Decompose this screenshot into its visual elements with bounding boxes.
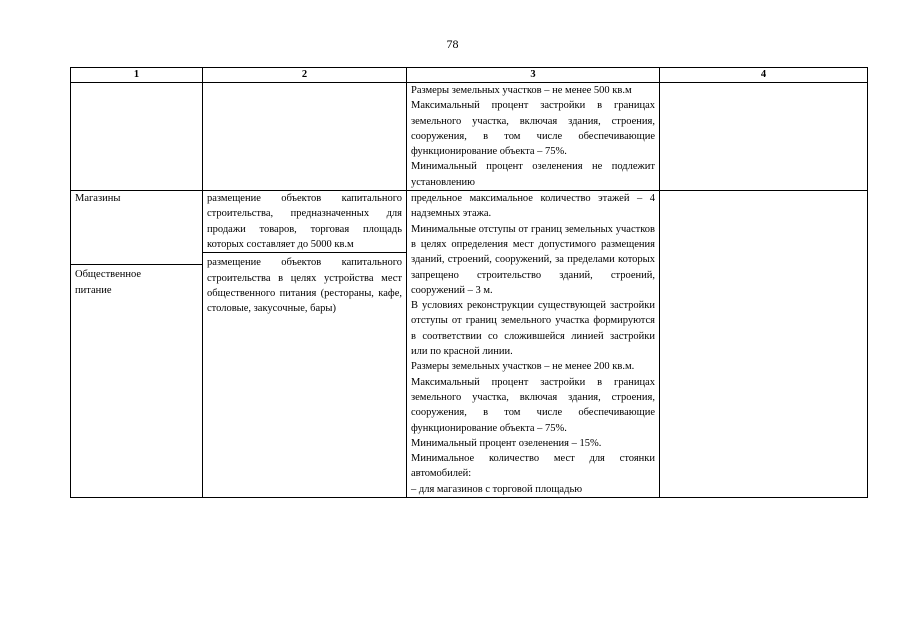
regulations-table (70, 67, 868, 498)
use-description-shops: размещение объектов капитального строительства, предназначенных для продажи товаров, торговая площадь которых составляет до 5000 кв.м (207, 193, 402, 250)
table-row (71, 83, 868, 191)
column-header-2: 2 (203, 68, 407, 83)
table-header-row (71, 68, 868, 83)
row1-col2-cell (203, 83, 407, 191)
row2-col2-cell (203, 191, 407, 498)
row2-col3-paragraph: Минимальное количество мест для стоянки автомобилей: (411, 453, 655, 480)
row1-col4-cell (660, 83, 868, 191)
row1-col3-paragraph: Максимальный процент застройки в границах земельного участка, включая здания, строения, сооружения, в том числе обеспечивающие функционирование объекта – 75%. (411, 100, 655, 158)
column-header-1: 1 (71, 68, 203, 83)
row2-col3-paragraph: В условиях реконструкции существующей застройки отступы от границ земельного участка формируются в соответствии со сложившейся линией застройки или по красной линии. (411, 300, 655, 358)
row2-col4-cell (660, 191, 868, 498)
row2-col3-paragraph: предельное максимальное количество этажей – 4 надземных этажа. (411, 193, 655, 220)
use-description-catering: размещение объектов капитального строительства в целях устройства мест общественного питания (рестораны, кафе, столовые, закусочные, бары) (207, 257, 402, 315)
row2-col3-cell (407, 191, 660, 498)
column-header-3: 3 (407, 68, 660, 83)
row2-col3-paragraph: Минимальные отступы от границ земельных участков в целях определения мест допустимого размещения зданий, строений, сооружений, за пределами которых запрещено строительство зданий, строений, сооружений – 3 м. (411, 223, 655, 296)
row1-col1-cell (71, 83, 203, 191)
use-name-catering: Общественное питание (75, 269, 142, 296)
row2-col1-cell (71, 191, 203, 498)
column-header-4: 4 (660, 68, 868, 83)
row2-col3-paragraph: Максимальный процент застройки в границах земельного участка, включая здания, строения, сооружения, в том числе обеспечивающие функционирование объекта – 75%. (411, 376, 655, 434)
row1-col3-cell (407, 83, 660, 191)
row2-col3-paragraph: – для магазинов с торговой площадью (411, 483, 583, 495)
use-name-shops: Магазины (75, 193, 121, 205)
row1-col3-paragraph: Размеры земельных участков – не менее 500 кв.м (411, 85, 632, 96)
page-number: 78 (446, 37, 459, 51)
row2-col3-paragraph: Минимальный процент озеленения – 15%. (411, 437, 602, 449)
row1-col3-paragraph: Минимальный процент озеленения не подлежит установлению (411, 161, 655, 188)
table-row (71, 191, 868, 498)
row2-col3-paragraph: Размеры земельных участков – не менее 200 кв.м. (411, 361, 635, 373)
